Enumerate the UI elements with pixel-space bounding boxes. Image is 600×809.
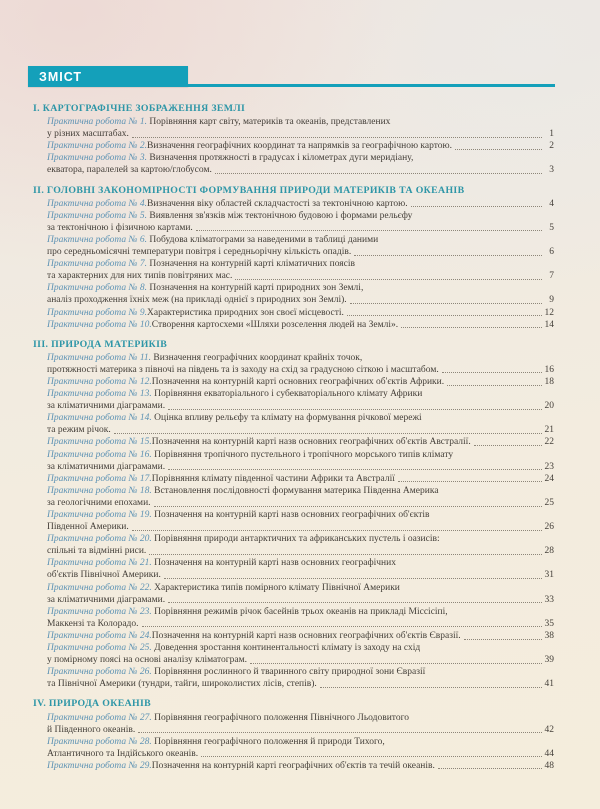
contents-title-row [28,66,555,87]
dot-leader [401,327,542,328]
page-number: 28 [544,546,554,557]
entry-text: екватора, паралелей за картою/глобусом. [47,165,212,176]
dot-leader [398,481,542,482]
toc-entry [47,198,554,210]
toc-section [33,185,554,331]
entry-text: Визначення віку областей складчастості за тектонічною картою. [147,198,408,209]
entry-text: та режим річок. [47,425,111,436]
toc-entry [47,234,554,258]
entry-text: Визначення географічних координат та напрямків за географічною картою. [147,141,452,152]
section-heading: IV. ПРИРОДА ОКЕАНІВ [33,698,152,710]
section-heading: III. ПРИРОДА МАТЕРИКІВ [33,338,168,350]
toc-entry-line [47,449,554,461]
toc-entry-line [47,436,554,448]
dot-leader [350,303,542,304]
page-number: 35 [544,618,554,629]
work-label: Практична робота № 10. [47,319,152,330]
entry-text: у помірному поясі на основі аналізу кліматограм. [47,655,248,666]
toc-entry [47,352,554,376]
toc-entry-line [47,485,554,497]
toc-entry-line [47,533,554,545]
toc-entry [47,436,554,448]
work-label: Практична робота № 25. [47,643,155,654]
dot-leader [354,255,542,256]
toc-entry-line [47,424,554,436]
toc-entry [47,307,554,319]
toc-entry-line [47,364,554,376]
entry-text: Позначення на контурній карті назв основних географічних об'єктів Австралії. [151,437,471,448]
dot-leader [347,315,542,316]
dot-leader [168,409,542,410]
work-label: Практична робота № 16. [47,449,155,460]
entry-text: Порівняння тропічного пустельного і тропічного морського типів клімату [154,449,454,460]
entry-text: Позначення на контурній карті географічних об'єктів та течій океанів. [151,760,435,771]
toc-entry [47,642,554,666]
page-number: 6 [549,247,554,258]
toc-entry [47,116,554,140]
dot-leader [474,445,542,446]
work-label: Практична робота № 13. [47,389,155,400]
entry-text: Доведення зростання континентальності клімату із заходу на схід [154,643,421,654]
page-number: 7 [549,271,554,282]
work-label: Практична робота № 2. [47,141,147,152]
page-number: 9 [549,295,554,306]
toc-entry [47,152,554,176]
entry-text: Позначення на контурній карті назв основних географічних об'єктів [154,510,430,520]
work-label: Практична робота № 15. [47,437,152,448]
toc-entry-line [47,569,554,581]
entry-text: Порівняння режимів річок басейнів трьох океанів на прикладі Міссісіпі, [154,606,448,617]
toc-entry-line [47,582,554,594]
toc-entry-line [47,307,554,319]
entry-text: Атлантичного та Індійського океанів. [47,748,199,759]
entry-text: Виявлення зв'язків між тектонічною будовою і формами рельєфу [149,210,413,221]
work-label: Практична робота № 3. [47,153,150,164]
toc-entry-line [47,521,554,533]
toc-entry [47,449,554,473]
section-heading: II. ГОЛОВНІ ЗАКОНОМІРНОСТІ ФОРМУВАННЯ ПРИРОДИ МАТЕРИКІВ ТА ОКЕАНІВ [33,184,465,196]
dot-leader [114,433,542,434]
entry-text: Позначення на контурній карті назв основних географічних об'єктів Євразії. [151,630,461,641]
dot-leader [320,687,542,688]
toc-entry-line [47,473,554,485]
entry-text: та Північної Америки (тундри, тайги, широколистих лісів, степів). [47,679,317,690]
entry-text: Створення картосхеми «Шляхи розселення людей на Землі». [151,319,399,330]
dot-leader [142,626,543,627]
page-number: 33 [544,594,554,605]
page-number: 22 [544,437,554,448]
toc-entry-line [47,412,554,424]
toc-entry-line [47,258,554,270]
toc-entry-line [47,319,554,331]
entry-text: Порівняння географічного положення й природи Тихого, [154,736,385,747]
toc-entry-line [47,152,554,164]
work-label: Практична робота № 4. [47,198,147,209]
toc-entry-line [47,388,554,400]
toc-entry-line [47,724,554,736]
entry-text: за тектонічною і фізичною картами. [47,222,193,233]
toc-entry-line [47,736,554,748]
dot-leader [168,602,542,603]
work-label: Практична робота № 19. [47,510,155,520]
toc-entry-line [47,234,554,246]
toc-entry-line [47,198,554,210]
toc-entry [47,473,554,485]
entry-text: Визначення протяжності в градусах і кілометрах дуги меридіану, [149,153,414,164]
toc-entry [47,210,554,234]
entry-text: Характеристика типів помірного клімату Північної Америки [154,582,400,593]
toc-section [33,103,554,177]
page-number: 24 [544,473,554,484]
toc-entry [47,319,554,331]
work-label: Практична робота № 29. [47,760,152,771]
toc-entry-line [47,164,554,176]
page-number: 42 [544,724,554,735]
entry-text: Позначення на контурній карті природних зон Землі, [149,283,364,294]
toc-entry [47,376,554,388]
entry-text: за кліматичними діаграмами. [47,594,166,605]
entry-text: Порівняння географічного положення Північного Льодовитого [154,712,409,723]
toc-entry-line [47,352,554,364]
toc-entry-line [47,270,554,282]
work-label: Практична робота № 8. [47,283,150,294]
page-number: 23 [544,461,554,472]
entry-text: й Південного океанів. [47,724,136,735]
work-label: Практична робота № 18. [47,485,155,496]
dot-leader [132,137,542,138]
toc-entry [47,140,554,152]
work-label: Практична робота № 27. [47,712,155,723]
toc-entry [47,533,554,557]
dot-leader [235,279,542,280]
work-label: Практична робота № 6. [47,234,150,245]
toc-entry [47,388,554,412]
toc-entry [47,712,554,736]
work-label: Практична робота № 12. [47,376,152,387]
toc-entry-line [47,497,554,509]
entry-text: за кліматичними діаграмами. [47,401,166,412]
toc-entry-line [47,246,554,258]
toc-entry-line [47,630,554,642]
toc-entry-line [47,294,554,306]
dot-leader [164,578,542,579]
page-number: 21 [544,425,554,436]
entry-text: Характеристика природних зон своєї місцевості. [147,307,344,318]
entry-text: Побудова кліматограми за наведеними в таблиці даними [149,234,379,245]
page-number: 18 [544,376,554,387]
dot-leader [464,639,542,640]
toc-entry-line [47,666,554,678]
dot-leader [154,506,542,507]
work-label: Практична робота № 7. [47,259,150,270]
work-label: Практична робота № 17. [47,473,152,484]
toc-entry-line [47,461,554,473]
entry-text: спільні та відмінні риси. [47,546,147,557]
toc-entry-line [47,400,554,412]
dot-leader [411,206,542,207]
toc-entry-line [47,594,554,606]
entry-text: Маккензі та Колорадо. [47,618,139,629]
entry-text: у різних масштабах. [47,129,129,140]
toc-entry-line [47,654,554,666]
entry-text: Порівняння екваторіального і субекваторіального клімату Африки [154,389,423,400]
toc-entry [47,582,554,606]
dot-leader [447,385,542,386]
toc-entry [47,282,554,306]
entry-text: за геологічними епохами. [47,497,151,508]
entry-text: Південної Америки. [47,522,129,533]
page-number: 38 [544,630,554,641]
toc-entry-line [47,712,554,724]
toc-entry [47,485,554,509]
dot-leader [168,469,542,470]
toc-entry [47,258,554,282]
page-number: 4 [549,198,554,209]
entry-text: Визначення географічних координат крайніх точок, [153,352,363,363]
entry-text: Порівняння природи антарктичних та африканських пустель і оазисів: [154,534,440,545]
dot-leader [132,530,542,531]
page-number: 31 [544,570,554,581]
work-label: Практична робота № 21. [47,558,155,569]
dot-leader [138,732,542,733]
toc-entry-line [47,210,554,222]
page-number: 26 [544,522,554,533]
work-label: Практична робота № 5. [47,210,150,221]
toc-entry-line [47,282,554,294]
work-label: Практична робота № 1. [47,117,150,128]
toc-entry-line [47,509,554,521]
dot-leader [250,663,542,664]
toc-entry-line [47,128,554,140]
page-number: 14 [544,319,554,330]
title-rule [188,84,555,87]
work-label: Практична робота № 9. [47,307,147,318]
page-number: 20 [544,401,554,412]
work-label: Практична робота № 23. [47,606,155,617]
page-number: 25 [544,497,554,508]
toc-entry [47,557,554,581]
toc-entry-line [47,678,554,690]
toc-entry-line [47,557,554,569]
page-number: 16 [544,364,554,375]
dot-leader [215,173,542,174]
dot-leader [196,230,542,231]
toc-entry [47,606,554,630]
toc-entry [47,760,554,772]
toc-entry [47,509,554,533]
dot-leader [149,554,542,555]
entry-text: об'єктів Північної Америки. [47,570,161,581]
dot-leader [201,756,542,757]
contents-title: ЗМІСТ [28,66,188,87]
page-number: 39 [544,655,554,666]
toc-entry-line [47,618,554,630]
page-number: 48 [544,760,554,771]
dot-leader [442,372,542,373]
toc-entry [47,412,554,436]
toc-entry-line [47,748,554,760]
page-number: 2 [549,141,554,152]
entry-text: Позначення на контурній карті кліматичних поясів [149,259,355,270]
toc-entry-line [47,140,554,152]
work-label: Практична робота № 11. [47,352,154,363]
entry-text: Позначення на контурній карті основних географічних об'єктів Африки. [151,376,445,387]
toc-entry-line [47,222,554,234]
work-label: Практична робота № 22. [47,582,155,593]
entry-text: протяжності материка з півночі на південь та із заходу на схід за градусною сіткою і масштабом. [47,364,439,375]
work-label: Практична робота № 26. [47,667,155,678]
entry-text: аналіз проходження їхніх меж (на прикладі однієї з природних зон Землі). [47,295,347,306]
page-number: 1 [549,129,554,140]
toc-entry-line [47,376,554,388]
page-number: 5 [549,222,554,233]
toc-entry-line [47,642,554,654]
entry-text: про середньомісячні температури повітря і середньорічну кількість опадів. [47,247,352,258]
work-label: Практична робота № 28. [47,736,155,747]
entry-text: Порівняння рослинного й тваринного світу природної зони Євразії [154,667,426,678]
entry-text: Порівняння клімату південної частини Африки та Австралії [151,473,395,484]
work-label: Практична робота № 20. [47,534,155,545]
entry-text: Позначення на контурній карті назв основних географічних [154,558,396,569]
toc-entry-line [47,545,554,557]
toc-entry [47,630,554,642]
page-number: 3 [549,165,554,176]
toc-entry-line [47,760,554,772]
toc-entry [47,736,554,760]
page-number: 12 [544,307,554,318]
entry-text: Порівняння карт світу, материків та океанів, представлених [149,117,391,128]
entry-text: Оцінка впливу рельєфу та клімату на формування річкової мережі [154,413,422,424]
toc-entry-line [47,606,554,618]
page-number: 44 [544,748,554,759]
work-label: Практична робота № 24. [47,630,152,641]
toc-section [33,698,554,772]
entry-text: Встановлення послідовності формування материка Південна Америка [154,485,439,496]
section-heading: I. КАРТОГРАФІЧНЕ ЗОБРАЖЕННЯ ЗЕМЛІ [33,103,246,114]
entry-text: та характерних для них типів повітряних мас. [47,271,233,282]
toc-entry-line [47,116,554,128]
work-label: Практична робота № 14. [47,413,155,424]
dot-leader [455,149,542,150]
dot-leader [438,768,542,769]
entry-text: за кліматичними діаграмами. [47,461,166,472]
toc [0,93,600,772]
toc-section [33,339,554,691]
page-number: 41 [544,679,554,690]
toc-entry [47,666,554,690]
